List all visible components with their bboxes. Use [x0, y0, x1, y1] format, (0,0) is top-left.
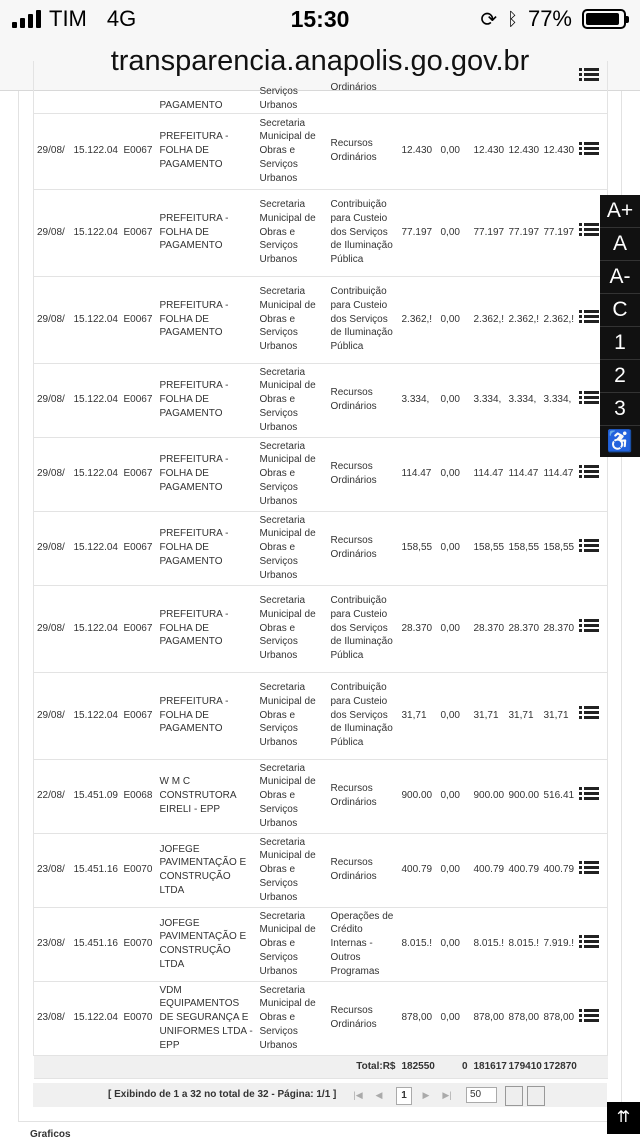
liquidado-cell: 28.370	[506, 585, 541, 672]
list-icon	[579, 539, 599, 553]
liquido-cell: 2.362,!	[471, 276, 506, 363]
pagination-bar	[33, 1083, 607, 1107]
page-size-select[interactable]: 50	[466, 1087, 497, 1103]
liquido-cell: 31,71	[471, 672, 506, 759]
pago-cell: 2.362,!	[541, 276, 576, 363]
current-page[interactable]: 1	[396, 1087, 412, 1105]
battery-icon	[582, 9, 626, 29]
acao-cell: E0070	[121, 907, 157, 981]
empenhado-cell: 2.362,!	[399, 276, 438, 363]
orgao-cell: Secretaria Municipal de Obras e Serviços Urbanos	[257, 759, 328, 833]
favorecido-cell: VDM EQUIPAMENTOS DE SEGURANÇA E UNIFORMES LTDA - EPP	[157, 981, 257, 1055]
date-cell: 29/08/	[34, 363, 71, 437]
date-cell: 29/08/	[34, 276, 71, 363]
table-row	[34, 511, 608, 585]
funcional-cell: 15.451.09	[71, 759, 121, 833]
liquido-cell: 3.334,	[471, 363, 506, 437]
empenhado-cell: 28.370	[399, 585, 438, 672]
total-row	[34, 1055, 608, 1078]
acao-cell: E0067	[121, 511, 157, 585]
next-page-button[interactable]: ▶	[422, 1090, 430, 1100]
orgao-cell: Secretaria Municipal de Obras e Serviços Urbanos	[257, 437, 328, 511]
date-cell: 29/08/	[34, 437, 71, 511]
table-row-partial	[34, 61, 608, 113]
favorecido-cell: PREFEITURA - FOLHA DE PAGAMENTO	[157, 276, 257, 363]
fonte-cell: Contribuição para Custeio dos Serviços de Iluminação Pública	[328, 585, 399, 672]
empenhado-cell: 878,00	[399, 981, 438, 1055]
funcional-cell: 15.122.04	[71, 511, 121, 585]
favorecido-cell: PREFEITURA - FOLHA DE PAGAMENTO	[157, 363, 257, 437]
funcional-cell: 15.122.04	[71, 276, 121, 363]
anulado-cell: 0,00	[438, 276, 471, 363]
first-page-button[interactable]: |◀	[353, 1090, 363, 1100]
table-row	[34, 672, 608, 759]
fonte-cell: Recursos Ordinários	[328, 759, 399, 833]
fonte-cell: Operações de Crédito Internas - Outros Programas	[328, 907, 399, 981]
empenhado-cell: 31,71	[399, 672, 438, 759]
fonte-cell: Recursos Ordinários	[328, 833, 399, 907]
liquidado-cell: 3.334,	[506, 363, 541, 437]
list-icon	[579, 619, 599, 633]
list-icon	[579, 861, 599, 875]
acao-cell: E0067	[121, 113, 157, 189]
pago-cell: 3.334,	[541, 363, 576, 437]
empenhado-cell: 8.015.!	[399, 907, 438, 981]
contrast-button[interactable]: C	[600, 294, 640, 327]
liquido-cell: 158,55	[471, 511, 506, 585]
liquido-cell: 8.015.!	[471, 907, 506, 981]
battery-percent: 77%	[527, 6, 572, 31]
empenhado-cell: 400.79	[399, 833, 438, 907]
liquidado-cell: 878,00	[506, 981, 541, 1055]
accessibility-option-1[interactable]: 1	[600, 327, 640, 360]
total-v5: 172870	[541, 1055, 576, 1078]
empenhado-cell: 3.334,	[399, 363, 438, 437]
accessibility-option-3[interactable]: 3	[600, 393, 640, 426]
favorecido-cell: JOFEGE PAVIMENTAÇÃO E CONSTRUÇÃO LTDA	[157, 833, 257, 907]
orgao-cell: Secretaria Municipal de Obras e Serviços Urbanos	[257, 981, 328, 1055]
funcional-cell: 15.122.04	[71, 672, 121, 759]
wheelchair-icon[interactable]: ♿	[606, 430, 634, 453]
export-xls-icon[interactable]	[505, 1086, 523, 1106]
favorecido-cell: W M C CONSTRUTORA EIRELI - EPP	[157, 759, 257, 833]
anulado-cell: 0,00	[438, 113, 471, 189]
list-icon	[579, 935, 599, 949]
fonte-cell: Contribuição para Custeio dos Serviços de Iluminação Pública	[328, 189, 399, 276]
table-row	[34, 833, 608, 907]
details-button[interactable]	[576, 759, 608, 833]
anulado-cell: 0,00	[438, 511, 471, 585]
scroll-to-top-button[interactable]: ⇈	[607, 1102, 640, 1134]
empenhado-cell: 77.197	[399, 189, 438, 276]
pago-cell: 158,55	[541, 511, 576, 585]
export-xml-icon[interactable]	[527, 1086, 545, 1106]
total-v4: 179410	[506, 1055, 541, 1078]
date-cell: 23/08/	[34, 833, 71, 907]
funcional-cell: 15.122.04	[71, 585, 121, 672]
acao-cell: E0067	[121, 189, 157, 276]
pago-cell: 7.919.!	[541, 907, 576, 981]
funcional-cell: 15.451.16	[71, 833, 121, 907]
liquidado-cell: 400.79	[506, 833, 541, 907]
table-row	[34, 759, 608, 833]
fonte-cell: Recursos Ordinários	[328, 113, 399, 189]
funcional-cell: 15.122.04	[71, 189, 121, 276]
accessibility-option-2[interactable]: 2	[600, 360, 640, 393]
liquido-cell: 400.79	[471, 833, 506, 907]
liquidado-cell: 12.430	[506, 113, 541, 189]
orgao-cell: Secretaria Municipal de Obras e Serviços Urbanos	[257, 833, 328, 907]
table-row	[34, 585, 608, 672]
table-row	[34, 437, 608, 511]
clock: 15:30	[290, 6, 350, 32]
list-icon	[579, 223, 599, 237]
acao-cell: E0070	[121, 833, 157, 907]
empenhado-cell: 900.00	[399, 759, 438, 833]
list-icon	[579, 142, 599, 156]
rotation-lock-icon: ⟳	[480, 8, 498, 31]
acao-cell: E0067	[121, 363, 157, 437]
orgao-cell: Secretaria Municipal de Obras e Serviços Urbanos	[257, 113, 328, 189]
acao-cell: E0067	[121, 672, 157, 759]
pago-cell: 400.79	[541, 833, 576, 907]
pago-cell: 878,00	[541, 981, 576, 1055]
font-increase-button[interactable]: A+	[600, 195, 640, 228]
orgao-cell: Secretaria Municipal de Obras e Serviços Urbanos	[257, 363, 328, 437]
liquido-cell: 28.370	[471, 585, 506, 672]
bluetooth-icon: ᛒ	[507, 8, 518, 29]
date-cell: 29/08/	[34, 189, 71, 276]
liquidado-cell: 77.197	[506, 189, 541, 276]
orgao-cell: Secretaria Municipal de Obras e Serviços Urbanos	[257, 189, 328, 276]
liquidado-cell: 8.015.!	[506, 907, 541, 981]
last-page-button[interactable]: ▶|	[442, 1090, 452, 1100]
liquido-cell: 12.430	[471, 113, 506, 189]
network-type: 4G	[106, 6, 137, 31]
date-cell: 22/08/	[34, 759, 71, 833]
pagination-info: [ Exibindo de 1 a 32 no total de 32 - Página: 1/1 ]	[108, 1089, 337, 1100]
table-row	[34, 189, 608, 276]
favorecido-cell: PREFEITURA - FOLHA DE PAGAMENTO	[157, 437, 257, 511]
pago-cell: 12.430	[541, 113, 576, 189]
table-row	[34, 981, 608, 1055]
accessibility-toolbar	[600, 195, 640, 457]
favorecido-cell: JOFEGE PAVIMENTAÇÃO E CONSTRUÇÃO LTDA	[157, 907, 257, 981]
liquidado-cell: 900.00	[506, 759, 541, 833]
pago-cell: 77.197	[541, 189, 576, 276]
date-cell: 23/08/	[34, 981, 71, 1055]
orgao-cell: Secretaria Municipal de Obras e Serviços Urbanos	[257, 672, 328, 759]
liquidado-cell: 31,71	[506, 672, 541, 759]
date-cell: 23/08/	[34, 907, 71, 981]
fonte-cell: Recursos Ordinários	[328, 363, 399, 437]
details-button[interactable]	[576, 511, 608, 585]
details-button[interactable]	[576, 113, 608, 189]
liquido-cell: 114.47	[471, 437, 506, 511]
empenhado-cell: 12.430	[399, 113, 438, 189]
funcional-cell: 15.122.04	[71, 981, 121, 1055]
carrier-name: TIM	[49, 6, 87, 31]
orgao-cell: Secretaria Municipal de Obras e Serviços Urbanos	[257, 511, 328, 585]
fonte-cell: Contribuição para Custeio dos Serviços de Iluminação Pública	[328, 276, 399, 363]
fonte-cell: Recursos Ordinários	[328, 981, 399, 1055]
font-decrease-button[interactable]: A-	[600, 261, 640, 294]
url-text: transparencia.anapolis.go.gov.br	[110, 45, 530, 77]
list-icon	[579, 706, 599, 720]
table-row	[34, 276, 608, 363]
acao-cell: E0067	[121, 276, 157, 363]
font-normal-button[interactable]: A	[600, 228, 640, 261]
acao-cell: E0070	[121, 981, 157, 1055]
acao-cell: E0067	[121, 585, 157, 672]
pago-cell: 28.370	[541, 585, 576, 672]
total-label: Total:R$	[328, 1055, 399, 1078]
orgao-cell: Serviços Urbanos	[257, 61, 328, 113]
acao-cell: E0068	[121, 759, 157, 833]
orgao-cell: Secretaria Municipal de Obras e Serviços Urbanos	[257, 585, 328, 672]
list-icon	[579, 310, 599, 324]
anulado-cell: 0,00	[438, 437, 471, 511]
anulado-cell: 0,00	[438, 907, 471, 981]
anulado-cell: 0,00	[438, 981, 471, 1055]
favorecido-cell: PREFEITURA - FOLHA DE PAGAMENTO	[157, 672, 257, 759]
total-v1: 182550	[399, 1055, 438, 1078]
expenses-table	[33, 61, 608, 1079]
total-v2: 0	[438, 1055, 471, 1078]
date-cell: 29/08/	[34, 672, 71, 759]
table-row	[34, 907, 608, 981]
acao-cell: E0067	[121, 437, 157, 511]
anulado-cell: 0,00	[438, 759, 471, 833]
details-button[interactable]	[576, 907, 608, 981]
list-icon	[579, 1009, 599, 1023]
empenhado-cell: 114.47	[399, 437, 438, 511]
liquidado-cell: 114.47	[506, 437, 541, 511]
empenhado-cell: 158,55	[399, 511, 438, 585]
funcional-cell: 15.122.04	[71, 113, 121, 189]
liquido-cell: 900.00	[471, 759, 506, 833]
pago-cell: 114.47	[541, 437, 576, 511]
liquido-cell: 878,00	[471, 981, 506, 1055]
liquido-cell: 77.197	[471, 189, 506, 276]
liquidado-cell: 2.362,!	[506, 276, 541, 363]
anulado-cell: 0,00	[438, 189, 471, 276]
date-cell: 29/08/	[34, 585, 71, 672]
pago-cell: 516.41	[541, 759, 576, 833]
details-button[interactable]	[576, 61, 608, 113]
liquidado-cell: 158,55	[506, 511, 541, 585]
details-button[interactable]	[576, 833, 608, 907]
favorecido-cell: PREFEITURA - FOLHA DE PAGAMENTO	[157, 189, 257, 276]
fonte-cell: Contribuição para Custeio dos Serviços de Iluminação Pública	[328, 672, 399, 759]
funcional-cell: 15.451.16	[71, 907, 121, 981]
status-bar	[0, 0, 640, 40]
details-button[interactable]	[576, 585, 608, 672]
fonte-cell: Ordinários	[328, 61, 399, 113]
pago-cell: 31,71	[541, 672, 576, 759]
list-icon	[579, 391, 599, 405]
favorecido-cell: PREFEITURA - FOLHA DE PAGAMENTO	[157, 585, 257, 672]
list-icon	[579, 465, 599, 479]
favorecido-cell: PREFEITURA - FOLHA DE PAGAMENTO	[157, 113, 257, 189]
table-row	[34, 113, 608, 189]
table-row	[34, 363, 608, 437]
date-cell: 29/08/	[34, 511, 71, 585]
page-content	[0, 81, 640, 1136]
details-button[interactable]	[576, 672, 608, 759]
funcional-cell: 15.122.04	[71, 363, 121, 437]
anulado-cell: 0,00	[438, 672, 471, 759]
fonte-cell: Recursos Ordinários	[328, 511, 399, 585]
anulado-cell: 0,00	[438, 363, 471, 437]
orgao-cell: Secretaria Municipal de Obras e Serviços Urbanos	[257, 907, 328, 981]
date-cell: 29/08/	[34, 113, 71, 189]
anulado-cell: 0,00	[438, 585, 471, 672]
list-icon	[579, 68, 599, 82]
favorecido-cell: PREFEITURA - FOLHA DE PAGAMENTO	[157, 511, 257, 585]
favorecido-cell: PAGAMENTO	[157, 61, 257, 113]
orgao-cell: Secretaria Municipal de Obras e Serviços Urbanos	[257, 276, 328, 363]
funcional-cell: 15.122.04	[71, 437, 121, 511]
total-v3: 181617	[471, 1055, 506, 1078]
prev-page-button[interactable]: ◀	[375, 1090, 383, 1100]
list-icon	[579, 787, 599, 801]
graficos-heading: Graficos	[30, 1129, 71, 1140]
details-button[interactable]	[576, 981, 608, 1055]
fonte-cell: Recursos Ordinários	[328, 437, 399, 511]
anulado-cell: 0,00	[438, 833, 471, 907]
